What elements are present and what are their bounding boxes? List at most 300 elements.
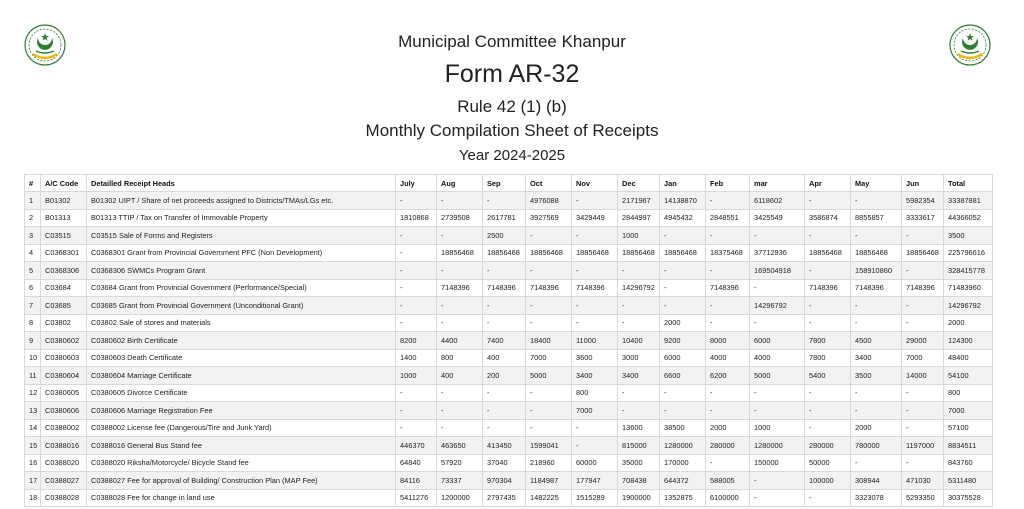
column-header: A/C Code: [41, 175, 87, 192]
amount-cell: -: [618, 402, 660, 420]
account-code: B01313: [41, 209, 87, 227]
amount-cell: -: [396, 192, 437, 210]
amount-cell: 780000: [851, 437, 902, 455]
amount-cell: -: [750, 402, 805, 420]
amount-cell: 708438: [618, 472, 660, 490]
amount-cell: 644372: [660, 472, 706, 490]
amount-cell: 3586874: [805, 209, 851, 227]
receipt-head: C0388028 Fee for change in land use: [87, 489, 396, 507]
amount-cell: 225796616: [944, 244, 993, 262]
amount-cell: 84116: [396, 472, 437, 490]
amount-cell: -: [572, 297, 618, 315]
amount-cell: 5311480: [944, 472, 993, 490]
amount-cell: 5400: [805, 367, 851, 385]
amount-cell: -: [396, 227, 437, 245]
amount-cell: 7000: [944, 402, 993, 420]
amount-cell: 6600: [660, 367, 706, 385]
amount-cell: -: [396, 262, 437, 280]
amount-cell: 3400: [618, 367, 660, 385]
amount-cell: 124300: [944, 332, 993, 350]
amount-cell: 1482225: [526, 489, 572, 507]
amount-cell: 7148396: [437, 279, 483, 297]
account-code: C0380604: [41, 367, 87, 385]
account-code: C03515: [41, 227, 87, 245]
amount-cell: -: [483, 314, 526, 332]
amount-cell: 14000: [902, 367, 944, 385]
amount-cell: 800: [572, 384, 618, 402]
table-row: [25, 454, 993, 472]
row-number: 3: [25, 227, 41, 245]
table-row: [25, 192, 993, 210]
amount-cell: 50000: [805, 454, 851, 472]
amount-cell: 4000: [706, 349, 750, 367]
amount-cell: -: [618, 384, 660, 402]
amount-cell: -: [572, 192, 618, 210]
amount-cell: -: [526, 262, 572, 280]
amount-cell: -: [660, 297, 706, 315]
amount-cell: -: [437, 402, 483, 420]
amount-cell: 7000: [526, 349, 572, 367]
amount-cell: -: [706, 314, 750, 332]
amount-cell: 5000: [750, 367, 805, 385]
amount-cell: 158910860: [851, 262, 902, 280]
amount-cell: 3927569: [526, 209, 572, 227]
receipt-head: B01313 TTIP / Tax on Transfer of Immovable Property: [87, 209, 396, 227]
amount-cell: 8200: [396, 332, 437, 350]
amount-cell: -: [526, 227, 572, 245]
table-row: [25, 279, 993, 297]
amount-cell: 18856468: [902, 244, 944, 262]
amount-cell: 29000: [902, 332, 944, 350]
amount-cell: -: [396, 402, 437, 420]
amount-cell: 1197000: [902, 437, 944, 455]
amount-cell: 3333617: [902, 209, 944, 227]
receipt-head: C03515 Sale of Forms and Registers: [87, 227, 396, 245]
amount-cell: -: [660, 279, 706, 297]
amount-cell: 1000: [750, 419, 805, 437]
amount-cell: -: [902, 297, 944, 315]
amount-cell: -: [750, 279, 805, 297]
amount-cell: -: [660, 384, 706, 402]
amount-cell: 8000: [706, 332, 750, 350]
amount-cell: 2739508: [437, 209, 483, 227]
amount-cell: -: [706, 262, 750, 280]
amount-cell: 2500: [483, 227, 526, 245]
receipt-head: C0388002 License fee (Dangerous/Tire and Junk Yard): [87, 419, 396, 437]
table-row: [25, 227, 993, 245]
amount-cell: 1900000: [618, 489, 660, 507]
row-number: 7: [25, 297, 41, 315]
amount-cell: 7000: [572, 402, 618, 420]
amount-cell: 6200: [706, 367, 750, 385]
amount-cell: -: [805, 489, 851, 507]
amount-cell: 463650: [437, 437, 483, 455]
table-row: [25, 437, 993, 455]
amount-cell: 7148396: [706, 279, 750, 297]
rule-subtitle: Rule 42 (1) (b): [457, 97, 567, 116]
row-number: 5: [25, 262, 41, 280]
amount-cell: 280000: [805, 437, 851, 455]
amount-cell: -: [805, 314, 851, 332]
amount-cell: -: [572, 314, 618, 332]
amount-cell: 1280000: [750, 437, 805, 455]
amount-cell: 7148396: [483, 279, 526, 297]
form-title: Form AR-32: [444, 60, 580, 88]
amount-cell: 18856468: [526, 244, 572, 262]
amount-cell: 3400: [572, 367, 618, 385]
account-code: C0388027: [41, 472, 87, 490]
receipt-head: C03684 Grant from Provincial Government (Performance/Special): [87, 279, 396, 297]
amount-cell: -: [483, 402, 526, 420]
amount-cell: -: [902, 419, 944, 437]
sheet-title: Monthly Compilation Sheet of Receipts: [365, 121, 659, 140]
amount-cell: 7148396: [526, 279, 572, 297]
amount-cell: -: [396, 384, 437, 402]
receipt-head: C03802 Sale of stores and materials: [87, 314, 396, 332]
amount-cell: -: [706, 297, 750, 315]
amount-cell: 400: [437, 367, 483, 385]
amount-cell: -: [902, 227, 944, 245]
account-code: C03685: [41, 297, 87, 315]
amount-cell: 1810868: [396, 209, 437, 227]
row-number: 15: [25, 437, 41, 455]
amount-cell: -: [902, 314, 944, 332]
amount-cell: 33387881: [944, 192, 993, 210]
amount-cell: 5000: [526, 367, 572, 385]
amount-cell: -: [851, 384, 902, 402]
amount-cell: -: [526, 419, 572, 437]
column-header: Dec: [618, 175, 660, 192]
amount-cell: -: [706, 402, 750, 420]
table-row: [25, 209, 993, 227]
amount-cell: -: [706, 454, 750, 472]
amount-cell: 11000: [572, 332, 618, 350]
column-header: Aug: [437, 175, 483, 192]
amount-cell: -: [851, 402, 902, 420]
amount-cell: 18400: [526, 332, 572, 350]
column-header: Detailled Receipt Heads: [87, 175, 396, 192]
account-code: C03802: [41, 314, 87, 332]
row-number: 16: [25, 454, 41, 472]
amount-cell: 60000: [572, 454, 618, 472]
amount-cell: 8834511: [944, 437, 993, 455]
amount-cell: 4500: [851, 332, 902, 350]
table-row: [25, 419, 993, 437]
amount-cell: 7148396: [851, 279, 902, 297]
amount-cell: 800: [944, 384, 993, 402]
amount-cell: -: [805, 402, 851, 420]
amount-cell: -: [902, 402, 944, 420]
amount-cell: 150000: [750, 454, 805, 472]
amount-cell: -: [660, 402, 706, 420]
column-header: #: [25, 175, 41, 192]
amount-cell: 4000: [750, 349, 805, 367]
amount-cell: 3425549: [750, 209, 805, 227]
receipt-head: C0380603 Death Certificate: [87, 349, 396, 367]
amount-cell: 30375528: [944, 489, 993, 507]
row-number: 1: [25, 192, 41, 210]
amount-cell: -: [660, 262, 706, 280]
amount-cell: -: [902, 262, 944, 280]
row-number: 10: [25, 349, 41, 367]
receipt-head: C0380602 Birth Certificate: [87, 332, 396, 350]
amount-cell: -: [437, 227, 483, 245]
table-row: [25, 262, 993, 280]
amount-cell: 6100000: [706, 489, 750, 507]
amount-cell: 5293350: [902, 489, 944, 507]
amount-cell: 1352875: [660, 489, 706, 507]
amount-cell: -: [618, 262, 660, 280]
amount-cell: 1000: [618, 227, 660, 245]
amount-cell: -: [851, 454, 902, 472]
amount-cell: 4945432: [660, 209, 706, 227]
amount-cell: 38500: [660, 419, 706, 437]
amount-cell: 800: [437, 349, 483, 367]
amount-cell: -: [618, 297, 660, 315]
amount-cell: 400: [483, 349, 526, 367]
amount-cell: 3000: [618, 349, 660, 367]
amount-cell: 7400: [483, 332, 526, 350]
receipt-head: C0388020 Riksha/Motorcycle/ Bicycle Stand fee: [87, 454, 396, 472]
amount-cell: 14296792: [944, 297, 993, 315]
table-row: [25, 244, 993, 262]
amount-cell: -: [706, 227, 750, 245]
amount-cell: 7800: [805, 332, 851, 350]
amount-cell: 18375468: [706, 244, 750, 262]
amount-cell: -: [483, 262, 526, 280]
amount-cell: 18856468: [805, 244, 851, 262]
amount-cell: -: [851, 227, 902, 245]
amount-cell: 7000: [902, 349, 944, 367]
amount-cell: 2000: [660, 314, 706, 332]
amount-cell: 1200000: [437, 489, 483, 507]
amount-cell: -: [396, 419, 437, 437]
amount-cell: 1400: [396, 349, 437, 367]
receipt-head: C0368301 Grant from Provincial Government PFC (Non Development): [87, 244, 396, 262]
amount-cell: 100000: [805, 472, 851, 490]
column-header: Jan: [660, 175, 706, 192]
account-code: C0368306: [41, 262, 87, 280]
amount-cell: -: [750, 227, 805, 245]
amount-cell: 54100: [944, 367, 993, 385]
amount-cell: 6000: [750, 332, 805, 350]
account-code: C0380606: [41, 402, 87, 420]
table-row: [25, 332, 993, 350]
row-number: 11: [25, 367, 41, 385]
amount-cell: 37712936: [750, 244, 805, 262]
receipt-head: C0380606 Marriage Registration Fee: [87, 402, 396, 420]
amount-cell: -: [572, 419, 618, 437]
amount-cell: -: [618, 314, 660, 332]
amount-cell: 37040: [483, 454, 526, 472]
row-number: 18: [25, 489, 41, 507]
amount-cell: 1599041: [526, 437, 572, 455]
amount-cell: 4976088: [526, 192, 572, 210]
row-number: 14: [25, 419, 41, 437]
amount-cell: 2617781: [483, 209, 526, 227]
amount-cell: 44366052: [944, 209, 993, 227]
amount-cell: 218960: [526, 454, 572, 472]
amount-cell: 3500: [851, 367, 902, 385]
amount-cell: -: [396, 279, 437, 297]
amount-cell: -: [572, 227, 618, 245]
amount-cell: -: [805, 297, 851, 315]
amount-cell: -: [572, 262, 618, 280]
column-header: May: [851, 175, 902, 192]
amount-cell: 6118602: [750, 192, 805, 210]
column-header: July: [396, 175, 437, 192]
amount-cell: -: [437, 314, 483, 332]
amount-cell: 3429449: [572, 209, 618, 227]
amount-cell: 1000: [396, 367, 437, 385]
year-label: Year 2024-2025: [458, 147, 566, 164]
row-number: 13: [25, 402, 41, 420]
column-header: Total: [944, 175, 993, 192]
amount-cell: 471030: [902, 472, 944, 490]
row-number: 9: [25, 332, 41, 350]
amount-cell: 10400: [618, 332, 660, 350]
amount-cell: 170000: [660, 454, 706, 472]
column-header: Jun: [902, 175, 944, 192]
amount-cell: 446370: [396, 437, 437, 455]
receipt-head: C0368306 SWMCs Program Grant: [87, 262, 396, 280]
table-row: [25, 489, 993, 507]
amount-cell: 308944: [851, 472, 902, 490]
amount-cell: 13600: [618, 419, 660, 437]
amount-cell: 815000: [618, 437, 660, 455]
amount-cell: 843760: [944, 454, 993, 472]
receipt-head: C03685 Grant from Provincial Government (Unconditional Grant): [87, 297, 396, 315]
amount-cell: -: [437, 192, 483, 210]
table-row: [25, 349, 993, 367]
amount-cell: 2797435: [483, 489, 526, 507]
amount-cell: -: [483, 192, 526, 210]
table-row: [25, 384, 993, 402]
amount-cell: 18856468: [618, 244, 660, 262]
amount-cell: 9200: [660, 332, 706, 350]
amount-cell: -: [526, 402, 572, 420]
amount-cell: 71483960: [944, 279, 993, 297]
amount-cell: -: [805, 262, 851, 280]
amount-cell: 35000: [618, 454, 660, 472]
receipt-head: C0388016 General Bus Stand fee: [87, 437, 396, 455]
column-header: Oct: [526, 175, 572, 192]
amount-cell: 1515289: [572, 489, 618, 507]
amount-cell: 5411276: [396, 489, 437, 507]
amount-cell: -: [750, 472, 805, 490]
amount-cell: 2848551: [706, 209, 750, 227]
receipts-table: [24, 174, 993, 507]
amount-cell: -: [805, 192, 851, 210]
row-number: 2: [25, 209, 41, 227]
amount-cell: -: [750, 384, 805, 402]
amount-cell: 3323078: [851, 489, 902, 507]
amount-cell: 7800: [805, 349, 851, 367]
row-number: 6: [25, 279, 41, 297]
amount-cell: -: [396, 244, 437, 262]
amount-cell: 200: [483, 367, 526, 385]
amount-cell: 18856468: [572, 244, 618, 262]
amount-cell: 18856468: [660, 244, 706, 262]
amount-cell: 64840: [396, 454, 437, 472]
amount-cell: 3400: [851, 349, 902, 367]
amount-cell: -: [805, 227, 851, 245]
amount-cell: -: [706, 192, 750, 210]
account-code: C0380603: [41, 349, 87, 367]
amount-cell: 177947: [572, 472, 618, 490]
amount-cell: -: [483, 384, 526, 402]
column-header: Apr: [805, 175, 851, 192]
amount-cell: -: [526, 297, 572, 315]
table-row: [25, 297, 993, 315]
amount-cell: -: [437, 384, 483, 402]
amount-cell: 2000: [706, 419, 750, 437]
amount-cell: -: [750, 314, 805, 332]
receipt-head: C0380604 Marriage Certificate: [87, 367, 396, 385]
amount-cell: 4400: [437, 332, 483, 350]
amount-cell: -: [805, 384, 851, 402]
amount-cell: -: [851, 192, 902, 210]
receipt-head: B01302 UIPT / Share of net proceeds assigned to Districts/TMAs/LGs etc.: [87, 192, 396, 210]
amount-cell: 57920: [437, 454, 483, 472]
table-row: [25, 472, 993, 490]
account-code: C0388016: [41, 437, 87, 455]
amount-cell: -: [902, 454, 944, 472]
account-code: C0368301: [41, 244, 87, 262]
amount-cell: 8855857: [851, 209, 902, 227]
amount-cell: 280000: [706, 437, 750, 455]
amount-cell: -: [851, 297, 902, 315]
table-row: [25, 367, 993, 385]
column-header: mar: [750, 175, 805, 192]
amount-cell: -: [483, 419, 526, 437]
amount-cell: 73337: [437, 472, 483, 490]
table-header-row: [25, 175, 993, 192]
amount-cell: 6000: [660, 349, 706, 367]
amount-cell: -: [483, 297, 526, 315]
account-code: C0380605: [41, 384, 87, 402]
amount-cell: -: [902, 384, 944, 402]
amount-cell: 57100: [944, 419, 993, 437]
table-row: [25, 314, 993, 332]
column-header: Sep: [483, 175, 526, 192]
organization-title: Municipal Committee Khanpur: [398, 32, 626, 51]
amount-cell: -: [572, 437, 618, 455]
amount-cell: -: [660, 227, 706, 245]
account-code: B01302: [41, 192, 87, 210]
amount-cell: -: [805, 419, 851, 437]
row-number: 4: [25, 244, 41, 262]
amount-cell: 5982354: [902, 192, 944, 210]
amount-cell: 18856468: [437, 244, 483, 262]
amount-cell: 14138870: [660, 192, 706, 210]
amount-cell: 2000: [851, 419, 902, 437]
receipt-head: C0380605 Divorce Certificate: [87, 384, 396, 402]
table-row: [25, 402, 993, 420]
amount-cell: 413450: [483, 437, 526, 455]
column-header: Feb: [706, 175, 750, 192]
amount-cell: -: [526, 384, 572, 402]
row-number: 8: [25, 314, 41, 332]
column-header: Nov: [572, 175, 618, 192]
amount-cell: 328415778: [944, 262, 993, 280]
amount-cell: 588005: [706, 472, 750, 490]
account-code: C0380602: [41, 332, 87, 350]
amount-cell: 970304: [483, 472, 526, 490]
row-number: 12: [25, 384, 41, 402]
amount-cell: -: [396, 297, 437, 315]
amount-cell: 7148396: [805, 279, 851, 297]
